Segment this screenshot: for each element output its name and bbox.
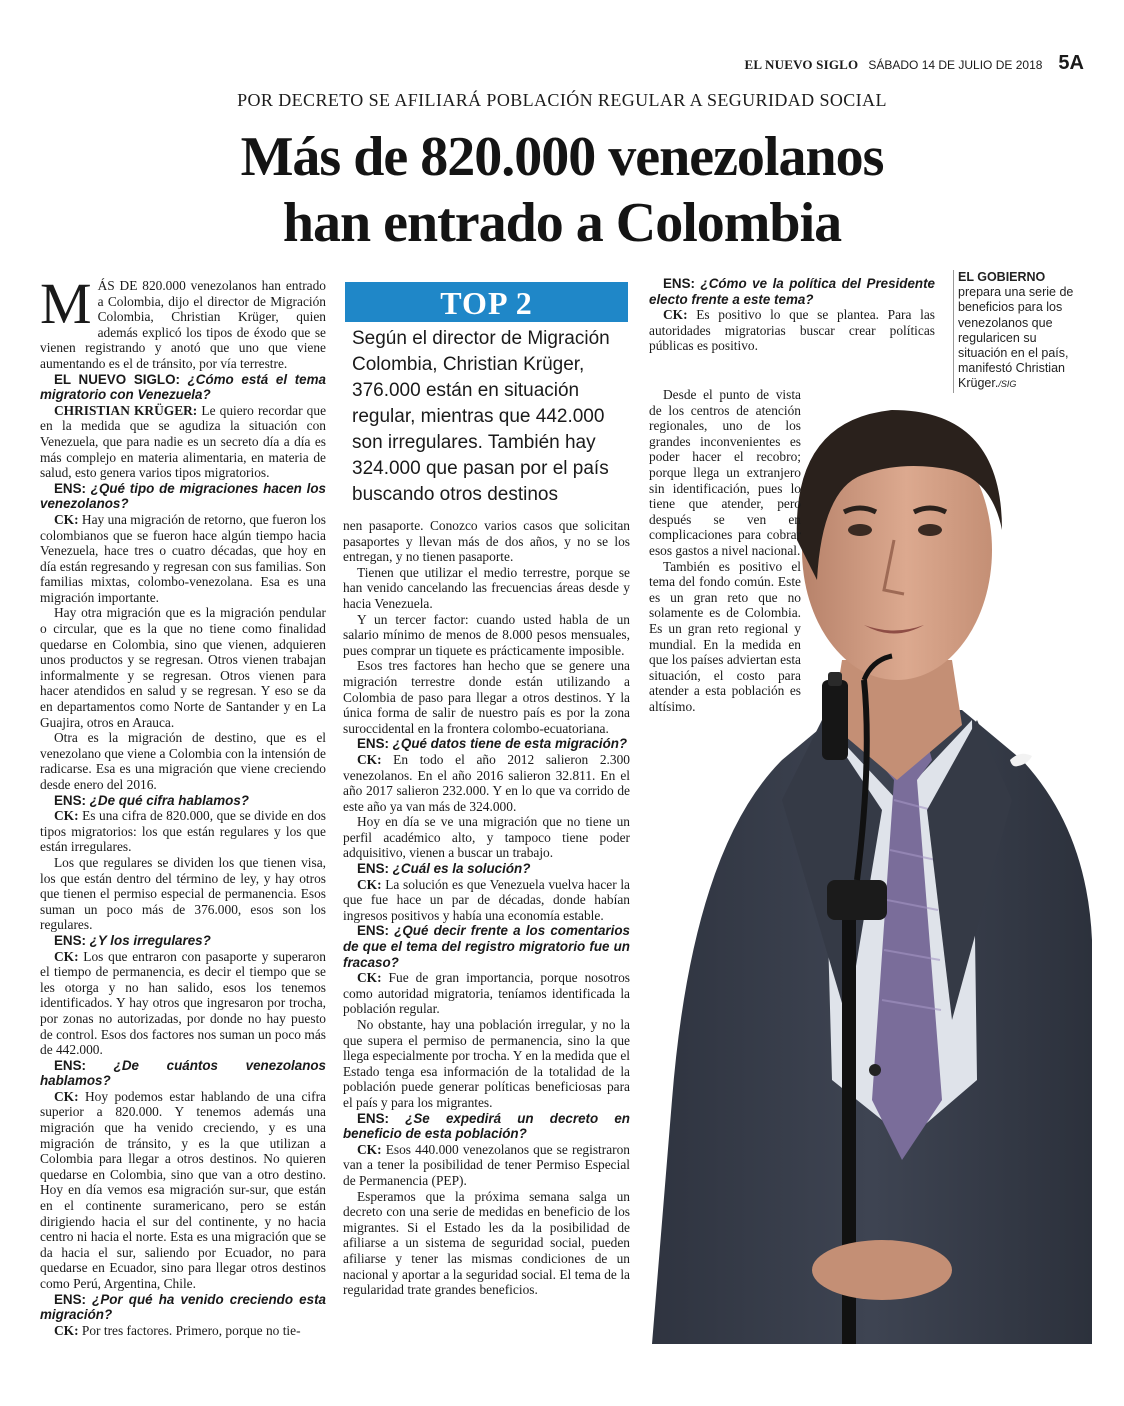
answer: CK: Por tres factores. Primero, porque no tie- <box>54 1322 301 1338</box>
question: ENS: ¿Qué decir frente a los comentarios de que el tema del registro migratorio fue un fracaso? <box>343 923 630 970</box>
paragraph: Otra es la migración de destino, que es el venezolano que viene a Colombia con la intensión de radicarse. Esa es una migración que viene creciendo desde enero del 2016. <box>40 730 326 792</box>
paragraph: Los que regulares se dividen los que tienen visa, los que están dentro del término de ley, y hay otros que tienen el permiso especial de permanencia. Esos suman un poco más de 376.000, esos son los regulares. <box>40 854 326 933</box>
answer: CK: Es una cifra de 820.000, que se divide en dos tipos migratorios: los que están regulares y los que están irregulares. <box>40 808 326 855</box>
article-column-3-top <box>649 276 935 354</box>
newspaper-name: EL NUEVO SIGLO <box>744 57 859 72</box>
paragraph: Esos tres factores han hecho que se genere una migración terrestre donde están utilizando a Colombia de paso para llegar a otros destinos. Y la única forma de salir de nuestro país es por la zona suroccidental en la frontera colombo-ecuatoriana. <box>343 658 630 736</box>
answer: CK: Esos 440.000 venezolanos que se registraron van a tener la posibilidad de tener Permiso Especial de Permanencia (PEP). <box>343 1141 630 1188</box>
question: ENS: ¿Cuál es la solución? <box>357 861 531 877</box>
article-column-1 <box>40 271 327 1338</box>
lead-paragraph: MÁS DE 820.000 venezolanos han entrado a Colombia, dijo el director de Migración Colombia, Christian Krüger, quien además explicó los tipos de éxodo que se vienen registrando y anotó que uno que viene aumentando es el de tránsito, por vía terrestre. <box>40 271 326 371</box>
question: ENS: ¿Qué tipo de migraciones hacen los venezolanos? <box>40 480 326 512</box>
issue-date: SÁBADO 14 DE JULIO DE 2018 <box>868 58 1043 72</box>
kicker: POR DECRETO SE AFILIARÁ POBLACIÓN REGULAR A SEGURIDAD SOCIAL <box>237 90 887 110</box>
answer: CHRISTIAN KRÜGER: Le quiero recordar que en la medida que se agudiza la situación con Venezuela, que para nadie es un secreto día a día es más complejo en materia alimentaria, en materia de salud, esto genera varios tipos migratorios. <box>40 402 327 481</box>
headline-line-1: Más de 820.000 venezolanos <box>240 126 884 188</box>
paragraph: Y un tercer factor: cuando usted habla de un salario mínimo de menos de 8.000 pesos mensuales, pues comprar un tiquete es prácticamente imposible. <box>343 611 630 658</box>
article-column-2 <box>343 518 630 1298</box>
headline <box>0 124 1124 256</box>
masthead <box>745 52 1084 75</box>
top2-text: Según el director de Migración Colombia, Christian Krüger, 376.000 están en situación regular, mientras que 442.000 son irregulares. También hay 324.000 que pasan por el país buscando otros destinos <box>352 328 610 505</box>
question: ENS: ¿Cómo ve la política del Presidente electo frente a este tema? <box>649 276 935 307</box>
question: ENS: ¿Qué datos tiene de esta migración? <box>357 736 628 752</box>
photo-caption: EL GOBIERNO prepara una serie de beneficios para los venezolanos que regularicen su situación en el país, manifestó Christian Krüger./SIG <box>953 270 1089 393</box>
answer: CK: Es positivo lo que se plantea. Para las autoridades migratorias buscar crear políticas públicas es positivo. <box>649 307 935 354</box>
question: ENS: ¿Y los irregulares? <box>54 932 211 948</box>
question: EL NUEVO SIGLO: ¿Cómo está el tema migratorio con Venezuela? <box>40 371 326 403</box>
question: ENS: ¿Se expedirá un decreto en beneficio de esta población? <box>343 1110 630 1142</box>
answer: CK: Hoy podemos estar hablando de una cifra superior a 820.000. Y tenemos además una migración que ha venido creciendo, y es una migración de tránsito, y es la que utilizan a Colombia para llegar a otros destinos. No quieren quedarse en Colombia, sino que van a otro destino. Hoy en día vemos esa migración sur-sur, que están en el continente suramericano, pero se están dirigiendo hacia el sur del continente, y no hacia centro ni hacia el norte. Esta es una migración que se da hacia el sur, saliendo por Ecuador, no para quedarse en Ecuador, sino para llegar otros destinos como Perú, Argentina, Chile. <box>40 1088 326 1291</box>
answer: CK: Los que entraron con pasaporte y superaron el tiempo de permanencia, es decir el tiempo que se les otorga y no han salido, esos los tenemos identificados. Y hay otros que ingresaron por trocha, por zonas no autorizadas, por donde no hay puesto de control. Esos dos factores nos suman un poco más de 442.000. <box>40 948 326 1058</box>
paragraph: Hoy en día se ve una migración que no tiene un perfil académico alto, y tampoco tiene poder adquisitivo, vienen a buscar un trabajo. <box>343 814 630 861</box>
question: ENS: ¿De qué cifra hablamos? <box>54 792 249 808</box>
paragraph: nen pasaporte. Conozco varios casos que solicitan pasaportes y llevan más de dos años, y no se los entregan, y no tienen pasaporte. <box>343 518 630 565</box>
drop-cap: M <box>40 271 92 336</box>
question: ENS: ¿De cuántos venezolanos hablamos? <box>40 1057 326 1089</box>
answer: CK: Fue de gran importancia, porque nosotros como autoridad migratoria, teníamos identificada la población regular. <box>343 970 630 1017</box>
paragraph: Tienen que utilizar el medio terrestre, porque se han venido cancelando las frecuencias áreas desde y hacia Venezuela. <box>343 564 630 611</box>
paragraph: También es positivo el tema del fondo común. Este es un gran reto que no solamente es de Colombia. Es un gran reto regional y mundial. En la medida en que los países adviertan esta situación, el costo para atender a esta población es altísimo. <box>649 558 801 714</box>
paragraph: Esperamos que la próxima semana salga un decreto con una serie de medidas en beneficio de los migrantes. Si el Estado les da la posibilidad de afiliarse a un sistema de seguridad social, pueden afiliarse y tener las mismas condiciones de un nacional y aportar a la seguridad social. El tema de la regularidad trate grandes beneficios. <box>343 1188 630 1298</box>
answer: CK: En todo el año 2012 salieron 2.300 venezolanos. En el año 2016 salieron 32.811. En el año 2017 salieron 232.000. Y en lo que va corrido de este año ya van más de 324.000. <box>343 751 630 814</box>
paragraph: Desde el punto de vista de los centros de atención regionales, uno de los grandes inconvenientes es poder hacer el recobro; porque llega un extranjero sin identificación, pues lo tiene que atender, pero después se ven en complicaciones para cobrar esos gastos a nivel nacional. <box>649 387 801 558</box>
photo-credit: /SIG <box>998 379 1017 390</box>
article-column-3 <box>649 387 801 714</box>
answer: CK: Hay una migración de retorno, que fueron los colombianos que se fueron hace algún tiempo hacia Venezuela, hace tres o cuatro décadas, que hoy en día están regresando y regresan con sus familias. Son familias mixtas, colombo-venezolana. Esa es una migración importante. <box>40 511 326 605</box>
hands <box>812 1240 952 1300</box>
paragraph: No obstante, hay una población irregular, y no la que supera el permiso de permanencia, sino la que llega especialmente por trocha. Y en la medida que el Estado tenga esa información de la totalidad de la población puede generar políticas beneficiosas para el país y para los migrantes. <box>343 1017 630 1110</box>
top2-banner: TOP 2 <box>345 282 628 322</box>
answer: CK: La solución es que Venezuela vuelva hacer la que fue hace un par de décadas, donde habían ingresos positivos y había una economía estable. <box>343 876 630 923</box>
question: ENS: ¿Por qué ha venido creciendo esta migración? <box>40 1291 326 1323</box>
headline-line-2: han entrado a Colombia <box>282 192 842 254</box>
page-number: 5A <box>1058 52 1084 74</box>
paragraph: Hay otra migración que es la migración pendular o circular, que es la que no tiene como finalidad quedarse en Colombia, sino que vienen, adquieren unos productos y se regresan. Otros vienen trabajan informalmente y se regresan. Otros vienen para hacer atendidos en salud y se regresan. Y eso se da en departamentos como Norte de Santander y en La Guajira, otros en Arauca. <box>40 605 326 730</box>
